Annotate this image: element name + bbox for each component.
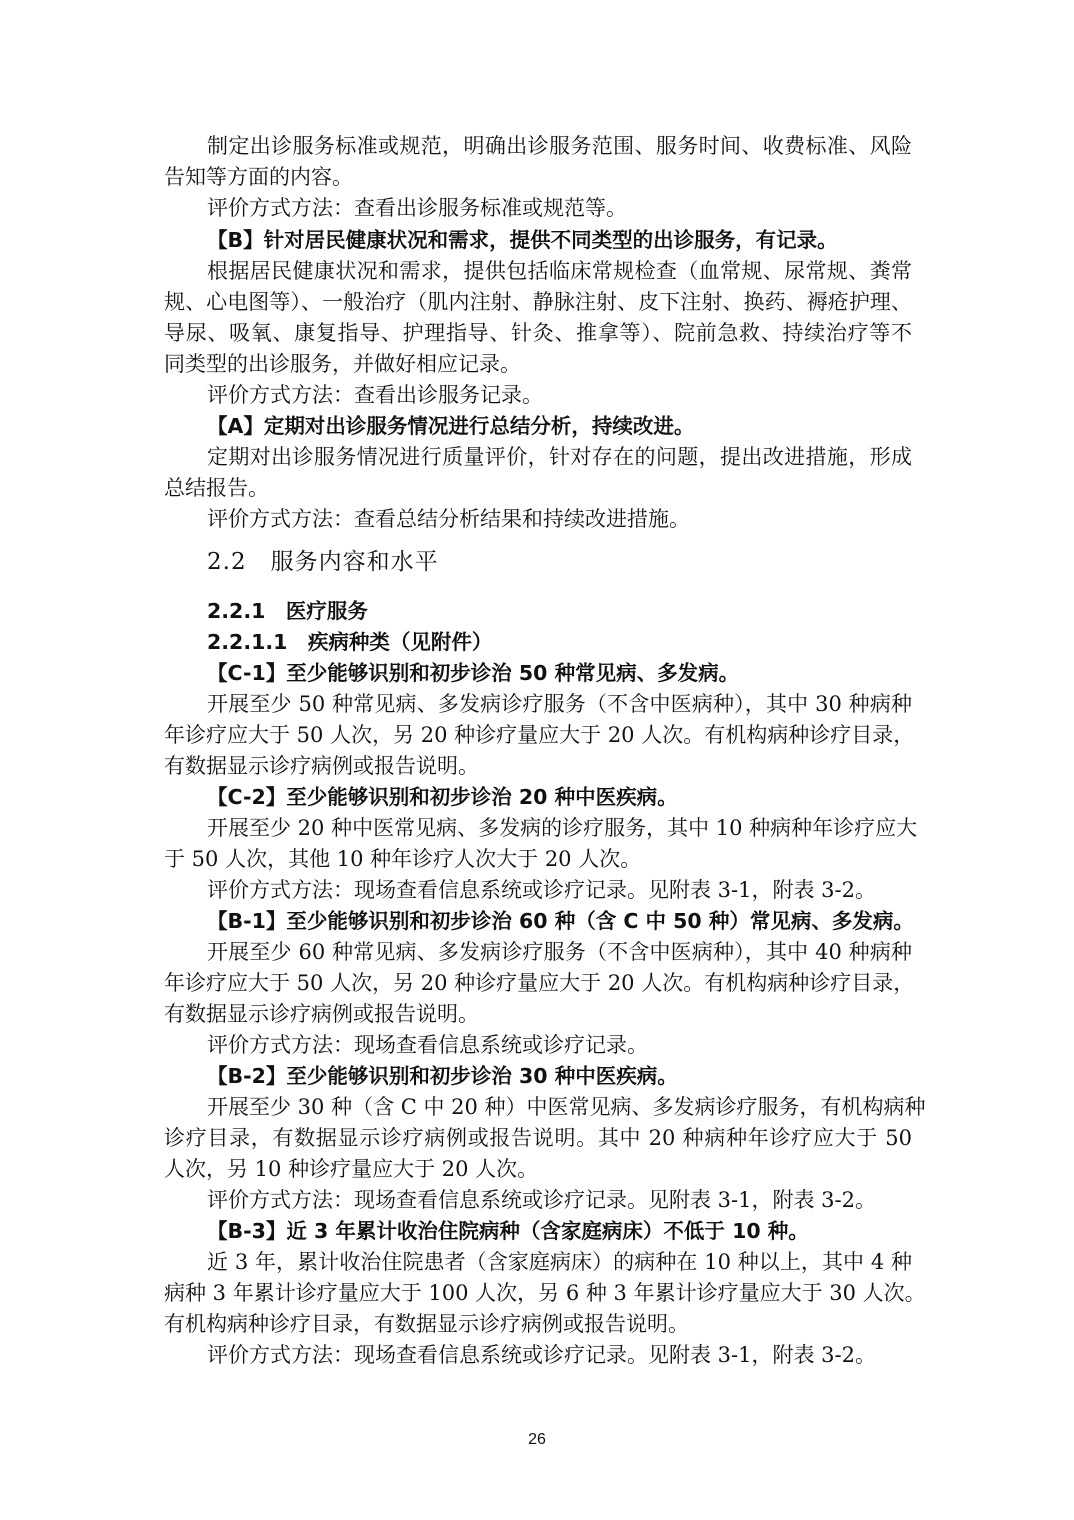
criterion-heading-c2: 【C-2】至少能够识别和初步诊治 20 种中医疾病。 xyxy=(207,785,678,809)
subsection-heading: 2.2.1 医疗服务 xyxy=(207,599,368,623)
criterion-heading-c1: 【C-1】至少能够识别和初步诊治 50 种常见病、多发病。 xyxy=(207,661,740,685)
paragraph-line: 有数据显示诊疗病例或报告说明。 xyxy=(164,1002,479,1026)
paragraph-line: 病种 3 年累计诊疗量应大于 100 人次，另 6 种 3 年累计诊疗量应大于 30 人次。 xyxy=(164,1281,926,1305)
paragraph-line: 评价方式方法：查看出诊服务记录。 xyxy=(207,383,543,407)
section-heading: 2.2 服务内容和水平 xyxy=(207,549,439,575)
paragraph-line: 评价方式方法：现场查看信息系统或诊疗记录。 xyxy=(207,1033,648,1057)
paragraph-line: 开展至少 30 种（含 C 中 20 种）中医常见病、多发病诊疗服务，有机构病种 xyxy=(207,1095,926,1119)
paragraph-line: 同类型的出诊服务，并做好相应记录。 xyxy=(164,352,521,376)
paragraph-line: 年诊疗应大于 50 人次，另 20 种诊疗量应大于 20 人次。有机构病种诊疗目录， xyxy=(164,971,915,995)
paragraph-line: 根据居民健康状况和需求，提供包括临床常规检查（血常规、尿常规、粪常 xyxy=(207,259,912,283)
paragraph-line: 制定出诊服务标准或规范，明确出诊服务范围、服务时间、收费标准、风险 xyxy=(207,134,912,158)
paragraph-line: 规、心电图等）、一般治疗（肌内注射、静脉注射、皮下注射、换药、褥疮护理、 xyxy=(164,290,912,314)
paragraph-line: 诊疗目录，有数据显示诊疗病例或报告说明。其中 20 种病种年诊疗应大于 50 xyxy=(164,1126,912,1150)
paragraph-line: 年诊疗应大于 50 人次，另 20 种诊疗量应大于 20 人次。有机构病种诊疗目录， xyxy=(164,723,915,747)
paragraph-line: 导尿、吸氧、康复指导、护理指导、针灸、推拿等）、院前急救、持续治疗等不 xyxy=(164,321,912,345)
paragraph-line: 告知等方面的内容。 xyxy=(164,165,353,189)
page-number: 26 xyxy=(528,1431,546,1448)
paragraph-line: 有数据显示诊疗病例或报告说明。 xyxy=(164,754,479,778)
paragraph-line: 评价方式方法：现场查看信息系统或诊疗记录。见附表 3-1，附表 3-2。 xyxy=(207,1188,876,1212)
paragraph-line: 总结报告。 xyxy=(164,476,269,500)
paragraph-line: 于 50 人次，其他 10 种年诊疗人次大于 20 人次。 xyxy=(164,847,642,871)
criterion-heading-b: 【B】针对居民健康状况和需求，提供不同类型的出诊服务，有记录。 xyxy=(207,228,838,252)
criterion-heading-b2: 【B-2】至少能够识别和初步诊治 30 种中医疾病。 xyxy=(207,1064,678,1088)
paragraph-line: 有机构病种诊疗目录，有数据显示诊疗病例或报告说明。 xyxy=(164,1312,689,1336)
paragraph-line: 评价方式方法：查看出诊服务标准或规范等。 xyxy=(207,196,627,220)
paragraph-line: 开展至少 50 种常见病、多发病诊疗服务（不含中医病种），其中 30 种病种 xyxy=(207,692,912,716)
paragraph-line: 近 3 年，累计收治住院患者（含家庭病床）的病种在 10 种以上，其中 4 种 xyxy=(207,1250,912,1274)
criterion-heading-a: 【A】定期对出诊服务情况进行总结分析，持续改进。 xyxy=(207,414,695,438)
paragraph-line: 评价方式方法：现场查看信息系统或诊疗记录。见附表 3-1，附表 3-2。 xyxy=(207,1343,876,1367)
paragraph-line: 人次，另 10 种诊疗量应大于 20 人次。 xyxy=(164,1157,539,1181)
paragraph-line: 开展至少 20 种中医常见病、多发病的诊疗服务，其中 10 种病种年诊疗应大 xyxy=(207,816,918,840)
subsubsection-heading: 2.2.1.1 疾病种类（见附件） xyxy=(207,630,493,654)
paragraph-line: 评价方式方法：查看总结分析结果和持续改进措施。 xyxy=(207,507,690,531)
criterion-heading-b3: 【B-3】近 3 年累计收治住院病种（含家庭病床）不低于 10 种。 xyxy=(207,1219,809,1243)
paragraph-line: 定期对出诊服务情况进行质量评价，针对存在的问题，提出改进措施，形成 xyxy=(207,445,912,469)
paragraph-line: 评价方式方法：现场查看信息系统或诊疗记录。见附表 3-1，附表 3-2。 xyxy=(207,878,876,902)
paragraph-line: 开展至少 60 种常见病、多发病诊疗服务（不含中医病种），其中 40 种病种 xyxy=(207,940,912,964)
criterion-heading-b1: 【B-1】至少能够识别和初步诊治 60 种（含 C 中 50 种）常见病、多发病。 xyxy=(207,909,914,933)
